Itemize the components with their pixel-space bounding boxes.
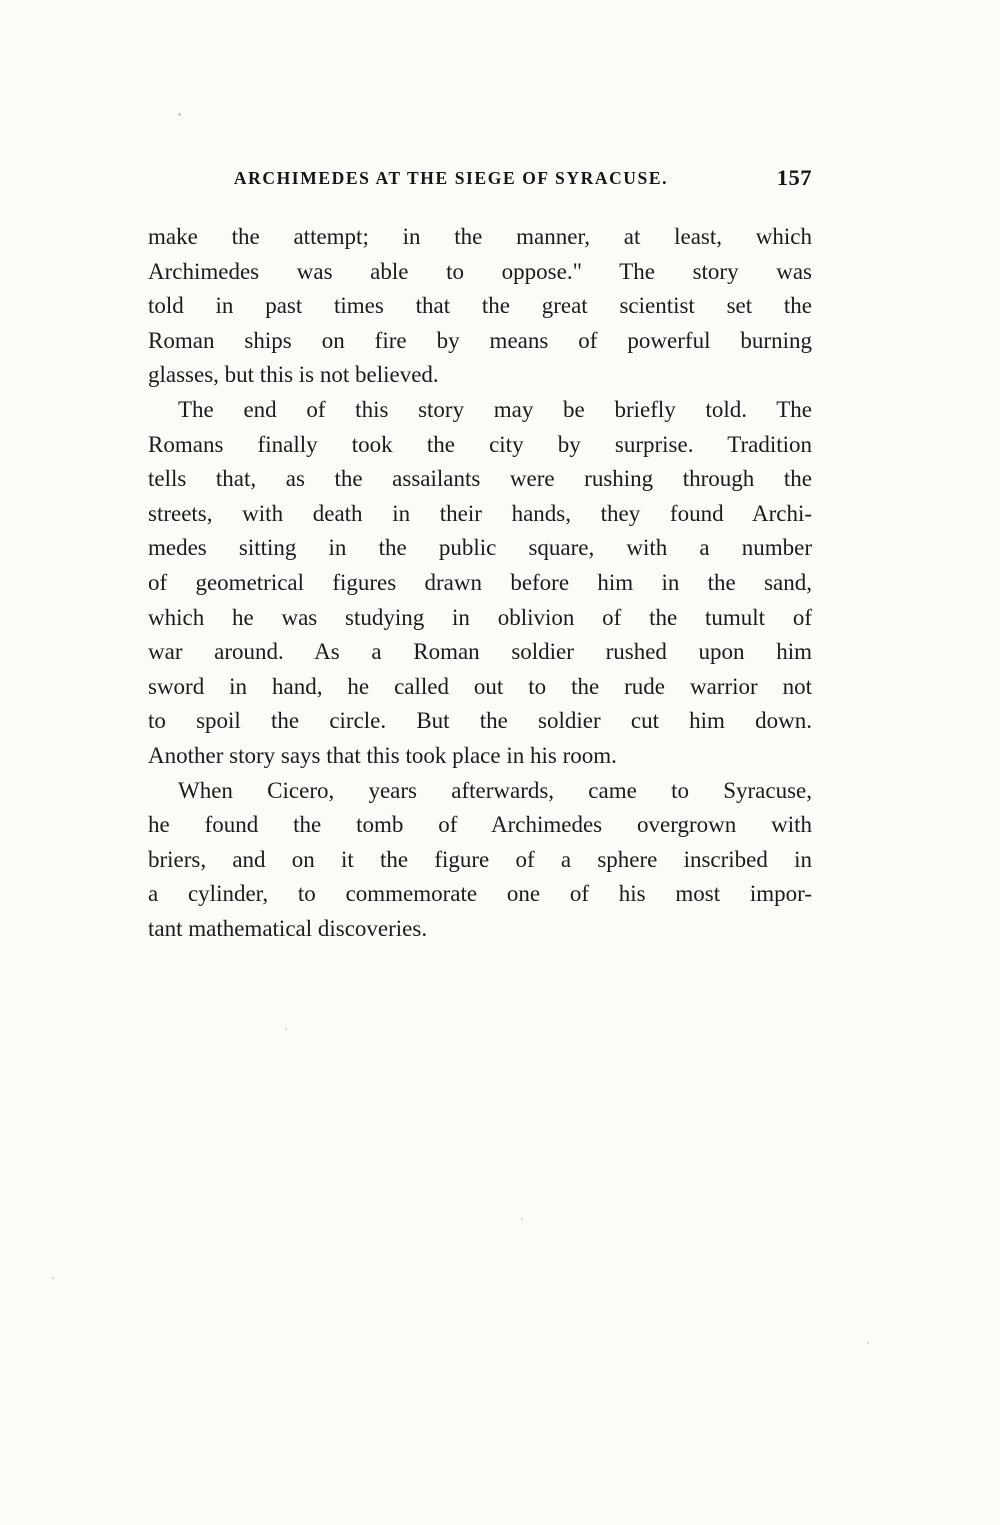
text-line: The end of this story may be briefly told. The	[178, 396, 812, 422]
text-line: briers, and on it the figure of a sphere inscribed in	[148, 846, 812, 872]
text-line: glasses, but this is not believed.	[148, 362, 439, 388]
paragraph	[148, 393, 812, 774]
running-header	[148, 165, 812, 194]
text-line: told in past times that the great scientist set the	[148, 293, 812, 319]
scan-speck	[52, 1277, 54, 1279]
text-line: tant mathematical discoveries.	[148, 915, 428, 941]
text-line: Romans finally took the city by surprise. Tradition	[148, 431, 812, 457]
text-line: Archimedes was able to oppose." The story was	[148, 258, 812, 284]
scan-speck	[867, 1342, 869, 1344]
text-line: a cylinder, to commemorate one of his most impor-	[148, 881, 812, 907]
text-block	[148, 220, 812, 946]
text-line: tells that, as the assailants were rushing through the	[148, 466, 812, 492]
text-line: medes sitting in the public square, with a number	[148, 535, 812, 561]
text-line: Roman ships on fire by means of powerful burning	[148, 327, 812, 353]
text-line: which he was studying in oblivion of the tumult of	[148, 604, 812, 630]
paragraph	[148, 774, 812, 947]
paragraph	[148, 220, 812, 393]
scan-speck	[285, 1028, 287, 1030]
text-line: streets, with death in their hands, they found Archi-	[148, 500, 812, 526]
running-header-title: ARCHIMEDES AT THE SIEGE OF SYRACUSE.	[233, 168, 669, 188]
text-line: Another story says that this took place in his room.	[148, 742, 617, 768]
text-line: sword in hand, he called out to the rude warrior not	[148, 673, 812, 699]
page-number: 157	[776, 165, 812, 190]
text-line: of geometrical figures drawn before him in the sand,	[148, 569, 812, 595]
text-line: make the attempt; in the manner, at least, which	[148, 224, 812, 249]
text-line: When Cicero, years afterwards, came to Syracuse,	[178, 777, 812, 803]
text-line: to spoil the circle. But the soldier cut him down.	[148, 708, 812, 734]
scan-speck	[178, 113, 181, 116]
text-line: he found the tomb of Archimedes overgrown with	[148, 812, 812, 838]
text-line: war around. As a Roman soldier rushed upon him	[148, 639, 812, 665]
scan-speck	[521, 1218, 523, 1220]
